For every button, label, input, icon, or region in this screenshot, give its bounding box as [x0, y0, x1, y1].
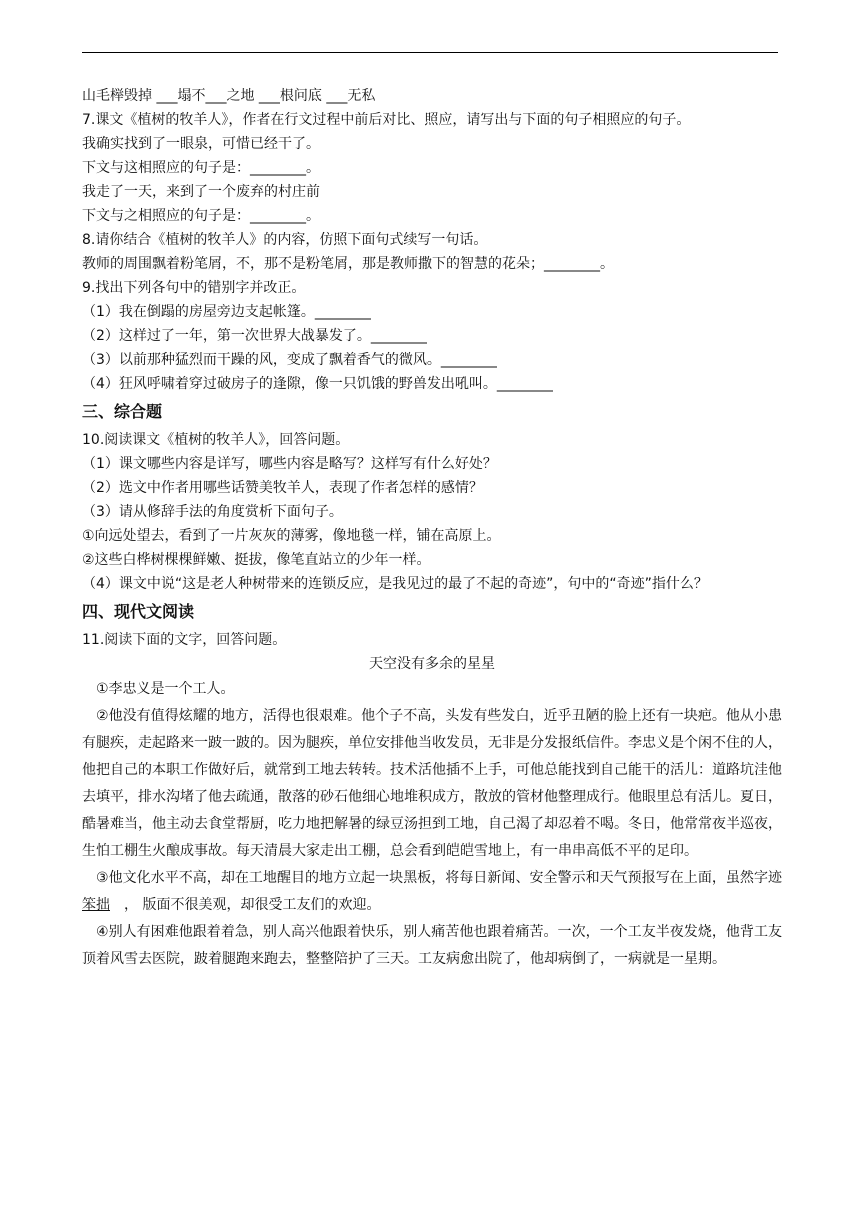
- question-10-item: ②这些白桦树棵棵鲜嫩、挺拔，像笔直站立的少年一样。: [82, 552, 431, 568]
- paragraph-3-text: ③他文化水平不高，却在工地醒目的地方立起一块黑板，将每日新闻、安全警示和天气预报写在上面，虽然字迹: [96, 870, 782, 886]
- question-10-item: （2）选文中作者用哪些话赞美牧羊人，表现了作者怎样的感情？: [82, 480, 483, 496]
- question-7-sentence-1: 我确实找到了一眼泉，可惜已经干了。: [82, 136, 320, 152]
- question-9-item: （3）以前那种猛烈而干躁的风，变成了飘着香气的微风。________: [82, 352, 497, 368]
- question-7-prompt: 7.课文《植树的牧羊人》，作者在行文过程中前后对比、照应，请写出与下面的句子相照应的句子。: [82, 112, 691, 128]
- question-8-prompt: 8.请你结合《植树的牧羊人》的内容，仿照下面句式续写一句话。: [82, 232, 488, 248]
- question-9-item: （4）狂风呼啸着穿过破房子的逢隙，像一只饥饿的野兽发出吼叫。________: [82, 376, 553, 392]
- question-9-item: （2）这样过了一年，第一次世界大战暴发了。________: [82, 328, 427, 344]
- section-3-heading: 三、综合题: [82, 402, 163, 421]
- idioms-line: 山毛榉毁掉 ___塌不___之地 ___根问底 ___无私: [82, 88, 376, 104]
- question-7-answer-1: 下文与这相照应的句子是：________。: [82, 160, 320, 176]
- question-11-prompt: 11.阅读下面的文字，回答问题。: [82, 632, 287, 648]
- question-8-sentence: 教师的周围飘着粉笔屑，不，那不是粉笔屑，那是教师撒下的智慧的花朵；________。: [82, 256, 614, 272]
- passage-paragraph-4: ④别人有困难他跟着着急，别人高兴他跟着快乐，别人痛苦他也跟着痛苦。一次，一个工友半夜发烧，他背工友顶着风雪去医院，跛着腿跑来跑去，整整陪护了三天。工友病愈出院了，他却病倒了，一病就是一星期。: [82, 924, 782, 967]
- question-7-sentence-2: 我走了一天，来到了一个废弃的村庄前: [82, 184, 320, 200]
- question-10-item: （1）课文哪些内容是详写，哪些内容是略写？这样写有什么好处？: [82, 456, 497, 472]
- passage-paragraph-2: ②他没有值得炫耀的地方，活得也很艰难。他个子不高，头发有些发白，近乎丑陋的脸上还有一块疤。他从小患有腿疾，走起路来一跛一跛的。因为腿疾，单位安排他当收发员，无非是分发报纸信件。李忠义是个闲不住的人，他把自己的本职工作做好后，就常到工地去转转。技术活他插不上手，可他总能找到自己能干的活儿：道路坑洼他去填平，排水沟堵了他去疏通，散落的砂石他细心地堆积成方，散放的管材他整理成行。他眼里总有活儿。夏日，酷暑难当，他主动去食堂帮厨，吃力地把解暑的绿豆汤担到工地，自己渴了却忍着不喝。冬日，他常常夜半巡夜，生怕工棚生火酿成事故。每天清晨大家走出工棚，总会看到皑皑雪地上，有一串串高低不平的足印。: [82, 708, 782, 859]
- underlined-word: 笨拙: [82, 897, 110, 913]
- passage-title: 天空没有多余的星星: [369, 656, 495, 672]
- question-9-item: （1）我在倒蹋的房屋旁边支起帐篷。________: [82, 304, 371, 320]
- question-7-answer-2: 下文与之相照应的句子是：________。: [82, 208, 320, 224]
- question-10-prompt: 10.阅读课文《植树的牧羊人》，回答问题。: [82, 432, 350, 448]
- question-10-item: （3）请从修辞手法的角度赏析下面句子。: [82, 504, 343, 520]
- passage-paragraph-1: ①李忠义是一个工人。: [96, 681, 235, 697]
- passage-paragraph-3: [82, 865, 782, 919]
- document-body: [82, 84, 782, 973]
- section-4-heading: 四、现代文阅读: [82, 602, 195, 621]
- question-10-item: ①向远处望去，看到了一片灰灰的薄雾，像地毯一样，铺在高原上。: [82, 528, 501, 544]
- question-10-item: （4）课文中说“这是老人种树带来的连锁反应，是我见过的最了不起的奇迹”，句中的“奇迹”指什么？: [82, 576, 708, 592]
- question-9-prompt: 9.找出下列各句中的错别字并改正。: [82, 280, 306, 296]
- header-rule: [82, 52, 778, 53]
- paragraph-3-text-end: ， 版面不很美观，却很受工友们的欢迎。: [110, 897, 381, 913]
